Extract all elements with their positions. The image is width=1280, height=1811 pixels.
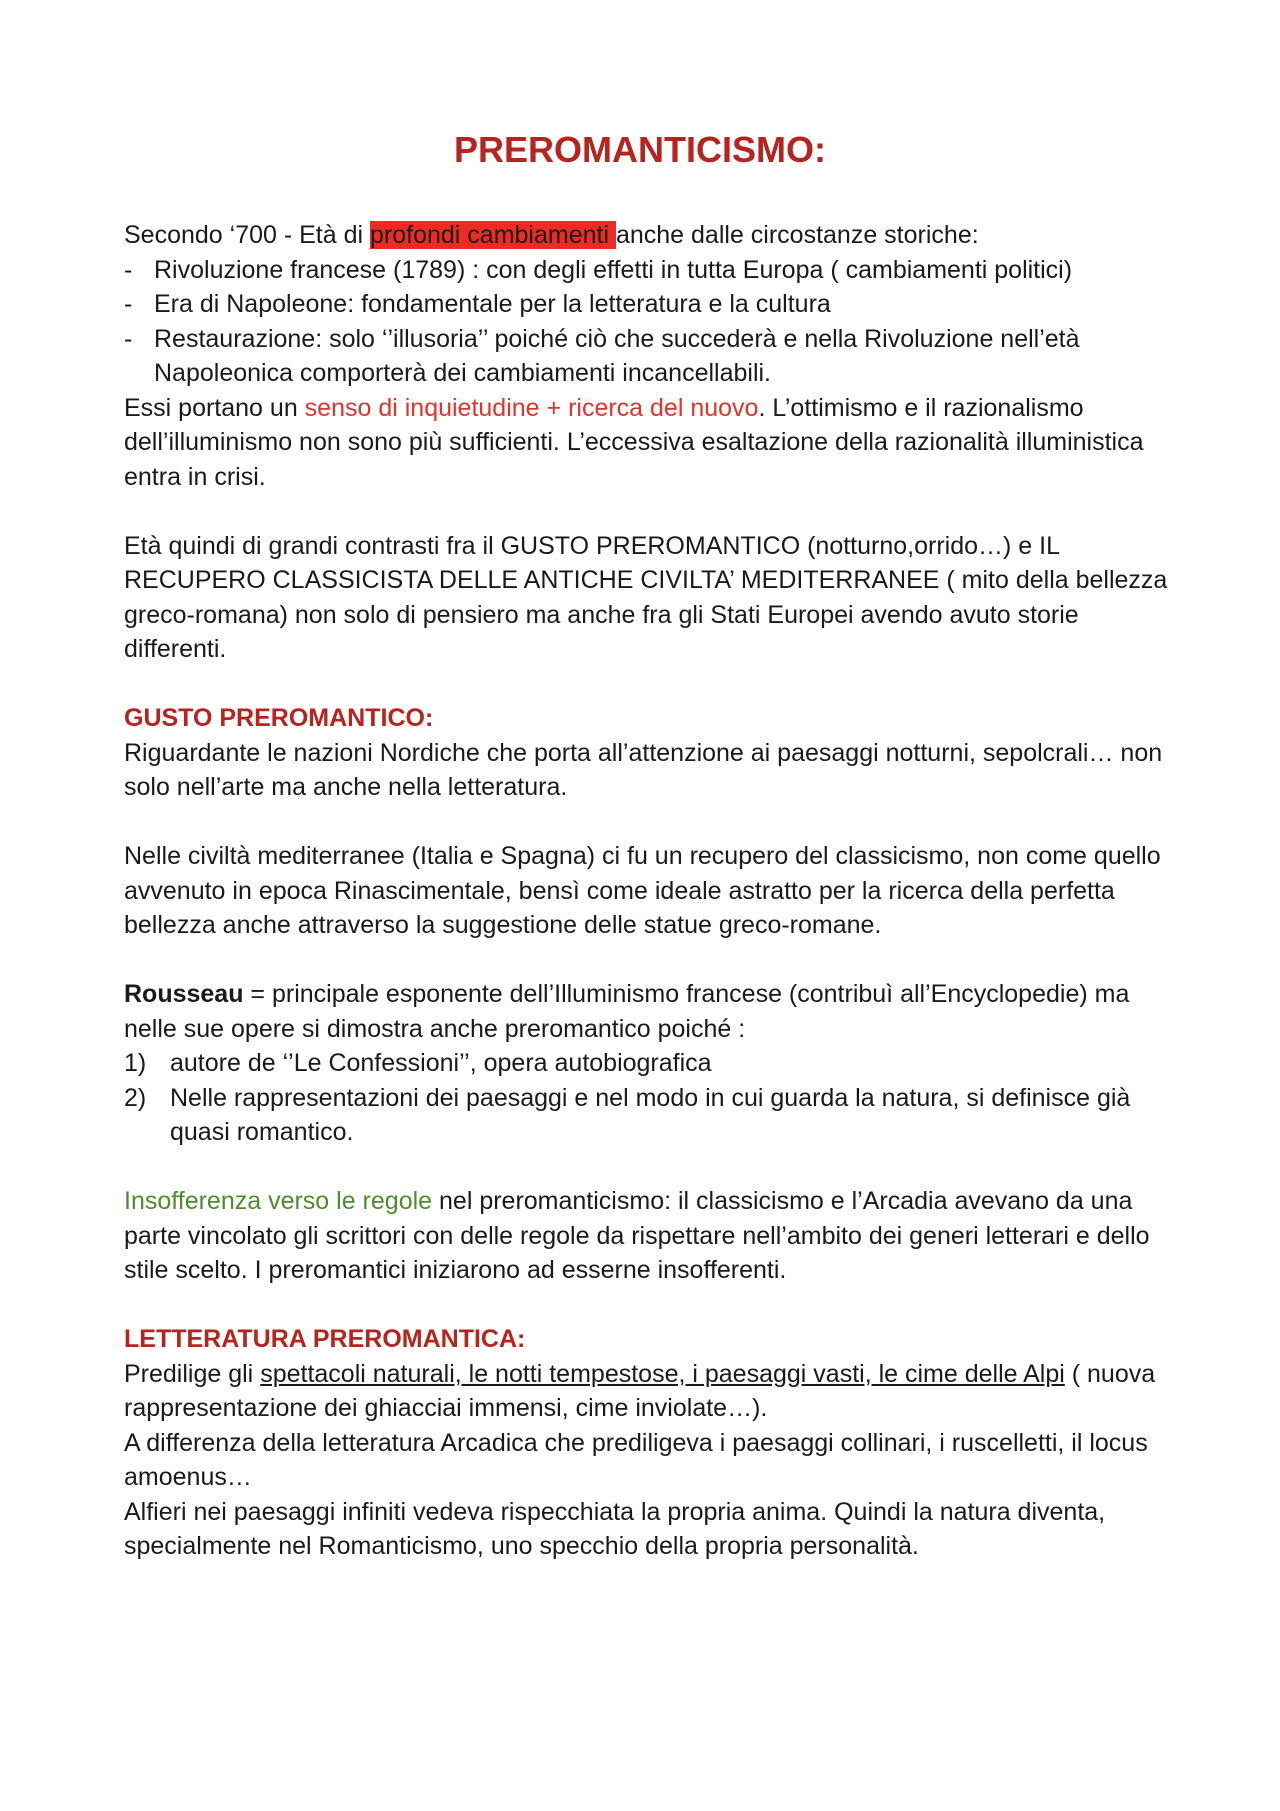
list-item-text: Era di Napoleone: fondamentale per la letteratura e la cultura (154, 290, 831, 318)
paragraph-insofferenza (124, 1184, 1174, 1288)
paragraph-text: Essi portano un (124, 393, 305, 422)
intro-paragraph (124, 218, 1174, 253)
document-body (124, 218, 1174, 1564)
list-item (124, 322, 1174, 391)
paragraph-arcadica: A differenza della letteratura Arcadica che prediligeva i paesaggi collinari, i ruscelletti, il locus amoenus… (124, 1428, 1148, 1491)
dash-marker: - (124, 290, 133, 318)
list-item-text: Rivoluzione francese (1789) : con degli effetti in tutta Europa ( cambiamenti politici) (154, 255, 1073, 284)
spacer (124, 943, 1174, 978)
list-item-text: Nelle rappresentazioni dei paesaggi e nel modo in cui guarda la natura, si definisce già quasi romantico. (170, 1083, 1131, 1146)
spacer (124, 1288, 1174, 1323)
paragraph-text: = principale esponente dell’Illuminismo francese (contribuì all’Encyclopedie) ma nelle sue opere si dimostra anche preromantico poiché : (124, 980, 1130, 1043)
spacer (124, 1150, 1174, 1185)
page-title: PREROMANTICISMO: (454, 129, 826, 170)
list-item (124, 1046, 1174, 1081)
highlighted-text: profondi cambiamenti (370, 221, 616, 249)
rousseau-list (124, 1046, 1174, 1150)
paragraph-predilige (124, 1357, 1174, 1426)
dash-marker: - (124, 255, 133, 284)
paragraph-text: Predilige gli (124, 1359, 261, 1388)
events-list (124, 253, 1174, 391)
underlined-text: spettacoli naturali, le notti tempestose, i paesaggi vasti, le cime delle Alpi (260, 1359, 1065, 1388)
list-item (124, 253, 1174, 288)
section-heading-gusto: GUSTO PREROMANTICO: (124, 704, 434, 732)
spacer (124, 667, 1174, 702)
list-item-text: autore de ‘’Le Confessioni’’, opera autobiografica (170, 1049, 712, 1077)
dash-marker: - (124, 324, 133, 353)
section-heading-letteratura: LETTERATURA PREROMANTICA: (124, 1325, 526, 1353)
list-item (124, 1081, 1174, 1150)
spacer (124, 805, 1174, 840)
green-highlight-text: Insofferenza verso le regole (124, 1187, 433, 1215)
paragraph-alfieri: Alfieri nei paesaggi infiniti vedeva rispecchiata la propria anima. Quindi la natura diventa, specialmente nel Romanticismo, uno specchio della propria personalità. (124, 1497, 1106, 1560)
paragraph-contrasti: Età quindi di grandi contrasti fra il GUSTO PREROMANTICO (notturno,orrido…) e IL RECUPERO CLASSICISTA DELLE ANTICHE CIVILTA’ MEDITERRANEE ( mito della bellezza greco-romana) non solo di pensiero ma anche fra gli Stati Europei avendo avuto storie differenti. (124, 531, 1168, 663)
list-item (124, 287, 1174, 322)
paragraph-text: . L’ottimismo e il razionalismo dell’illuminismo non sono più sufficienti. L’eccessiva esaltazione della razionalità illuministica entra in crisi. (124, 393, 1144, 491)
number-marker: 1) (124, 1049, 147, 1077)
paragraph-rousseau (124, 977, 1174, 1046)
list-item-text: Restaurazione: solo ‘’illusoria’’ poiché ciò che succederà e nella Rivoluzione nell’età Napoleonica comporterà dei cambiamenti incancellabili. (154, 324, 1080, 387)
paragraph-mediterranee: Nelle civiltà mediterranee (Italia e Spagna) ci fu un recupero del classicismo, non come quello avvenuto in epoca Rinascimentale, bensì come ideale astratto per la ricerca della perfetta bellezza anche attraverso la suggestione delle statue greco-romane. (124, 842, 1161, 939)
intro-text: Secondo ‘700 - Età di (124, 221, 370, 249)
paragraph-inquietudine (124, 391, 1174, 495)
spacer (124, 494, 1174, 529)
number-marker: 2) (124, 1083, 147, 1112)
rousseau-name: Rousseau (124, 980, 244, 1008)
paragraph-nordiche: Riguardante le nazioni Nordiche che porta all’attenzione ai paesaggi notturni, sepolcrali… non solo nell’arte ma anche nella letteratura. (124, 738, 1163, 801)
paragraph-text: ( nuova rappresentazione dei ghiacciai immensi, cime inviolate…). (124, 1359, 1156, 1422)
paragraph-text: nel preromanticismo: il classicismo e l’Arcadia avevano da una parte vincolato gli scrittori con delle regole da rispettare nell’ambito dei generi letterari e dello stile scelto. I preromantici iniziarono ad esserne insofferenti. (124, 1187, 1150, 1284)
intro-text-end: anche dalle circostanze storiche: (615, 221, 979, 249)
red-highlight-text: senso di inquietudine + ricerca del nuovo (304, 393, 759, 422)
